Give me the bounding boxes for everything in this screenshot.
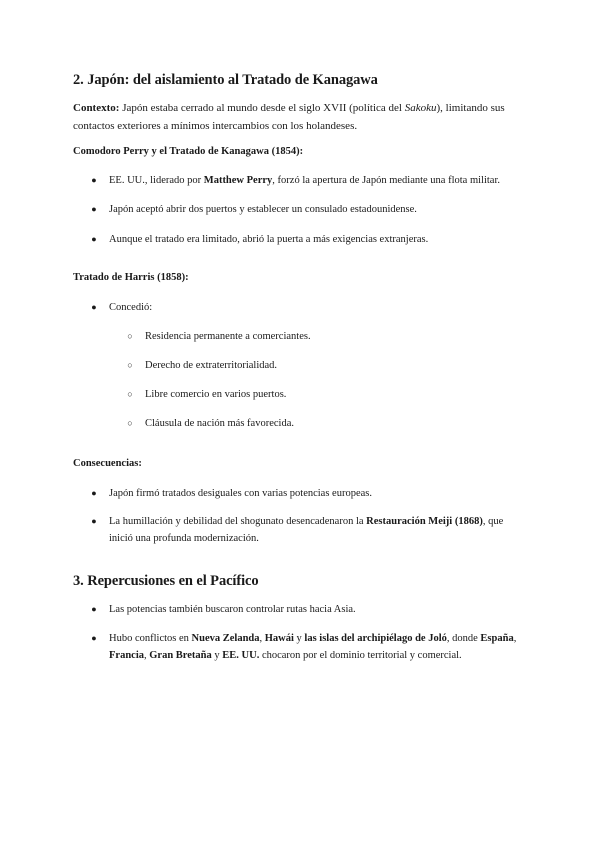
perry-item-2 xyxy=(91,201,529,218)
harris-item xyxy=(91,299,529,316)
consequences-item-2 xyxy=(91,513,529,547)
pacific-sep-2: y xyxy=(293,633,305,644)
context-paragraph xyxy=(73,99,528,135)
context-label: Contexto: xyxy=(73,102,120,114)
bullet-icon: ● xyxy=(91,516,97,526)
harris-subitem-4-text: Cláusula de nación más favorecida. xyxy=(145,418,294,429)
perry-subheading: Comodoro Perry y el Tratado de Kanagawa (1854): xyxy=(73,146,304,157)
context-text-b: ), limitando sus contactos exteriores a mínimos intercambios con los holandeses. xyxy=(73,102,505,132)
bullet-icon: ● xyxy=(91,488,97,498)
pacific-bold-jolo: las islas del archipiélago de Joló xyxy=(304,633,447,644)
perry-item-3 xyxy=(91,231,529,248)
pacific-item-2-text-a: Hubo conflictos en xyxy=(109,633,192,644)
pacific-bold-francia: Francia xyxy=(109,650,144,661)
consequences-subheading: Consecuencias: xyxy=(73,458,142,469)
harris-subitem-3-text: Libre comercio en varios puertos. xyxy=(145,389,287,400)
harris-subheading: Tratado de Harris (1858): xyxy=(73,272,189,283)
perry-item-3-text: Aunque el tratado era limitado, abrió la puerta a más exigencias extranjeras. xyxy=(109,234,429,245)
pacific-bold-espana: España xyxy=(480,633,514,644)
pacific-sep-6: y xyxy=(211,650,223,661)
bullet-icon: ● xyxy=(91,302,97,312)
harris-subitem-4 xyxy=(127,415,530,432)
bullet-icon: ● xyxy=(91,204,97,214)
consequences-item-2-bold: Restauración Meiji (1868) xyxy=(366,516,483,527)
hollow-bullet-icon: ○ xyxy=(127,360,133,370)
bullet-icon: ● xyxy=(91,633,97,643)
consequences-item-2-text-c: , que inició una profunda modernización. xyxy=(109,516,504,544)
pacific-sep-3: , donde xyxy=(446,633,481,644)
hollow-bullet-icon: ○ xyxy=(127,331,133,341)
pacific-item-2-text-end: chocaron por el dominio territorial y comercial. xyxy=(259,650,462,661)
pacific-sep-4: , xyxy=(513,633,517,644)
pacific-bold-nueva-zelanda: Nueva Zelanda xyxy=(191,633,260,644)
pacific-bold-hawai: Hawái xyxy=(264,633,294,644)
section-3-heading: 3. Repercusiones en el Pacífico xyxy=(73,573,259,589)
perry-item-1-text-a: EE. UU., liderado por xyxy=(109,175,204,186)
pacific-sep-1: , xyxy=(259,633,265,644)
harris-subitem-1-text: Residencia permanente a comerciantes. xyxy=(145,331,311,342)
perry-item-1-text-c: , forzó la apertura de Japón mediante una flota militar. xyxy=(272,175,501,186)
bullet-icon: ● xyxy=(91,604,97,614)
consequences-item-2-text-a: La humillación y debilidad del shogunato desencadenaron la xyxy=(109,516,367,527)
bullet-icon: ● xyxy=(91,175,97,185)
context-sakoku: Sakoku xyxy=(404,102,437,114)
harris-subitem-2 xyxy=(127,357,530,374)
bullet-icon: ● xyxy=(91,234,97,244)
context-text-a: Japón estaba cerrado al mundo desde el siglo XVII (política del xyxy=(119,102,405,114)
consequences-item-1-text: Japón firmó tratados desiguales con varias potencias europeas. xyxy=(109,488,372,499)
perry-item-2-text: Japón aceptó abrir dos puertos y establecer un consulado estadounidense. xyxy=(109,204,417,215)
harris-subitem-3 xyxy=(127,386,530,403)
perry-item-1 xyxy=(91,172,529,189)
consequences-item-1 xyxy=(91,485,529,502)
pacific-item-2 xyxy=(91,630,529,664)
pacific-item-1-text: Las potencias también buscaron controlar rutas hacia Asia. xyxy=(109,604,356,615)
hollow-bullet-icon: ○ xyxy=(127,418,133,428)
pacific-bold-gran-bretana: Gran Bretaña xyxy=(149,650,212,661)
harris-subitem-2-text: Derecho de extraterritorialidad. xyxy=(145,360,278,371)
pacific-bold-eeuu: EE. UU. xyxy=(222,650,260,661)
pacific-sep-5: , xyxy=(144,650,150,661)
harris-item-text: Concedió: xyxy=(109,302,153,313)
hollow-bullet-icon: ○ xyxy=(127,389,133,399)
perry-item-1-bold: Matthew Perry xyxy=(203,175,273,186)
section-2-heading: 2. Japón: del aislamiento al Tratado de Kanagawa xyxy=(73,72,378,88)
harris-subitem-1 xyxy=(127,328,530,345)
pacific-item-1 xyxy=(91,601,529,618)
